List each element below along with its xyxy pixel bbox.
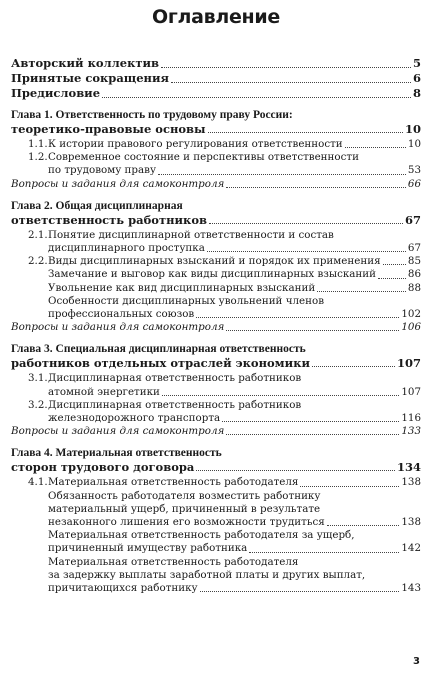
toc-page-number: 133	[401, 425, 421, 438]
leader-dots	[226, 330, 399, 331]
section-entry[interactable]	[11, 476, 421, 489]
leader-dots	[249, 552, 399, 553]
toc-page-number: 116	[401, 412, 421, 425]
subsection-entry[interactable]	[11, 282, 421, 295]
leader-dots	[162, 395, 399, 396]
subsection-entry-line[interactable]	[11, 295, 421, 308]
subsection-entry[interactable]	[11, 582, 421, 595]
section-title: Виды дисциплинарных взысканий и порядок их применения	[48, 255, 381, 268]
subsection-title: материальный ущерб, причиненный в результате	[48, 502, 321, 515]
subsection-entry[interactable]	[11, 516, 421, 529]
leader-dots	[327, 525, 400, 526]
section-title: Материальная ответственность работодателя	[48, 476, 299, 489]
page-number: 3	[413, 656, 420, 667]
section-entry[interactable]	[11, 255, 421, 268]
section-entry-line[interactable]	[11, 399, 421, 412]
subsection-entry-line[interactable]	[11, 529, 421, 542]
toc-entry-title: Предисловие	[11, 86, 101, 100]
section-title: атомной энергетики	[48, 385, 160, 398]
toc-page-number: 142	[401, 542, 421, 555]
chapter-title-line: работников отдельных отраслей экономики	[11, 356, 311, 371]
subsection-title: за задержку выплаты заработной платы и других выплат,	[48, 568, 366, 581]
questions-entry[interactable]	[11, 321, 421, 334]
section-entry[interactable]	[11, 242, 421, 255]
section-entry[interactable]	[11, 386, 421, 399]
section-title: Дисциплинарная ответственность работников	[48, 372, 302, 385]
chapter-title-line[interactable]: Глава 4. Материальная ответственность	[11, 447, 222, 460]
questions-title: Вопросы и задания для самоконтроля	[11, 177, 225, 190]
toc-page-number: 66	[407, 177, 421, 190]
subsection-title: Обязанность работодателя возместить работнику	[48, 489, 321, 502]
table-of-contents	[11, 56, 421, 595]
toc-entry-title: Принятые сокращения	[11, 71, 169, 85]
leader-dots	[300, 486, 399, 487]
chapter-title-line[interactable]: Глава 1. Ответственность по трудовому праву России:	[11, 109, 293, 121]
leader-dots	[208, 132, 403, 133]
section-number: 2.1.	[28, 228, 48, 241]
toc-page-number: 6	[412, 71, 421, 85]
subsection-entry-line[interactable]	[11, 490, 421, 503]
leader-dots	[161, 67, 411, 68]
questions-entry[interactable]	[11, 178, 421, 191]
toc-page-number: 53	[407, 164, 421, 177]
chapter-title-line: теоретико-правовые основы	[11, 122, 206, 136]
leader-dots	[196, 317, 399, 318]
leader-dots	[222, 421, 399, 422]
section-number: 1.1.	[28, 138, 48, 150]
section-number: 3.1.	[28, 372, 48, 385]
chapter-title-line: ответственность работников	[11, 212, 207, 227]
section-title: Дисциплинарная ответственность работников	[48, 398, 302, 411]
subsection-entry-line[interactable]	[11, 569, 421, 582]
toc-page-number: 86	[407, 268, 421, 281]
leader-dots	[209, 223, 403, 224]
section-title: Понятие дисциплинарной ответственности и состав	[48, 228, 334, 241]
subsection-title: Увольнение как вид дисциплинарных взысканий	[48, 281, 316, 294]
toc-page-number: 88	[407, 281, 421, 294]
chapter-title-line[interactable]: Глава 2. Общая дисциплинарная	[11, 199, 183, 212]
leader-dots	[312, 366, 395, 367]
subsection-title: Материальная ответственность работодателя за ущерб,	[48, 529, 355, 542]
leader-dots	[226, 434, 399, 435]
leader-dots	[207, 251, 406, 252]
subsection-title: профессиональных союзов	[48, 308, 195, 321]
section-title: дисциплинарного проступка	[48, 242, 205, 255]
page-title: Оглавление	[152, 6, 280, 28]
leader-dots	[158, 174, 406, 175]
section-number: 2.2.	[28, 255, 48, 268]
toc-page-number: 143	[401, 582, 421, 595]
chapter-entry[interactable]	[11, 356, 421, 370]
toc-entry[interactable]	[11, 86, 421, 101]
toc-page-number: 67	[407, 242, 421, 255]
toc-page-number: 106	[401, 321, 421, 334]
subsection-entry-line[interactable]	[11, 556, 421, 569]
toc-entry[interactable]	[11, 71, 421, 86]
section-entry-line[interactable]	[11, 372, 421, 385]
leader-dots	[345, 147, 406, 148]
toc-page-number: 5	[412, 56, 421, 70]
toc-page-number: 138	[401, 516, 421, 529]
subsection-title: незаконного лишения его возможности трудиться	[48, 516, 325, 529]
toc-page-number: 10	[404, 122, 421, 136]
section-title: железнодорожного транспорта	[48, 412, 221, 425]
leader-dots	[102, 97, 411, 98]
toc-page-number: 138	[401, 476, 421, 489]
section-title: К истории правового регулирования ответственности	[48, 138, 343, 150]
section-entry[interactable]	[11, 164, 421, 177]
section-entry-line[interactable]	[11, 229, 421, 242]
section-number: 3.2.	[28, 398, 48, 411]
subsection-title: причиненный имуществу работника	[48, 542, 248, 555]
toc-page-number: 8	[412, 86, 421, 100]
leader-dots	[226, 187, 406, 188]
toc-page-number: 107	[396, 356, 421, 371]
leader-dots	[171, 82, 411, 83]
toc-page-number: 134	[396, 460, 421, 475]
section-entry[interactable]	[11, 138, 421, 151]
section-entry[interactable]	[11, 412, 421, 425]
toc-page-number: 67	[404, 212, 421, 227]
subsection-entry[interactable]	[11, 308, 421, 321]
subsection-title: причитающихся работнику	[48, 582, 198, 595]
questions-title: Вопросы и задания для самоконтроля	[11, 321, 225, 334]
chapter-entry[interactable]	[11, 122, 421, 136]
chapter-entry[interactable]	[11, 213, 421, 227]
subsection-entry-line[interactable]	[11, 503, 421, 516]
subsection-title: Материальная ответственность работодателя	[48, 555, 299, 568]
toc-page-number: 10	[407, 138, 421, 150]
questions-title: Вопросы и задания для самоконтроля	[11, 425, 225, 438]
section-number: 1.2.	[28, 151, 48, 164]
questions-entry[interactable]	[11, 425, 421, 438]
subsection-entry[interactable]	[11, 542, 421, 555]
subsection-title: Особенности дисциплинарных увольнений членов	[48, 294, 324, 307]
chapter-title-line[interactable]: Глава 3. Специальная дисциплинарная ответственность	[11, 343, 306, 356]
toc-page-number: 102	[401, 308, 421, 321]
leader-dots	[378, 278, 406, 279]
chapter-title-line: сторон трудового договора	[11, 460, 195, 475]
toc-page-number: 107	[401, 385, 421, 398]
section-title: Современное состояние и перспективы ответственности	[48, 151, 359, 164]
section-entry-line[interactable]	[11, 151, 421, 164]
subsection-entry[interactable]	[11, 268, 421, 281]
toc-entry[interactable]	[11, 56, 421, 71]
leader-dots	[196, 470, 395, 471]
leader-dots	[317, 291, 406, 292]
chapter-entry[interactable]	[11, 460, 421, 474]
section-number: 4.1.	[28, 476, 48, 489]
section-title: по трудовому праву	[48, 164, 157, 177]
toc-entry-title: Авторский коллектив	[11, 56, 160, 70]
subsection-title: Замечание и выговор как виды дисциплинарных взысканий	[48, 268, 377, 281]
leader-dots	[200, 591, 400, 592]
toc-page-number: 85	[407, 255, 421, 268]
leader-dots	[383, 264, 406, 265]
